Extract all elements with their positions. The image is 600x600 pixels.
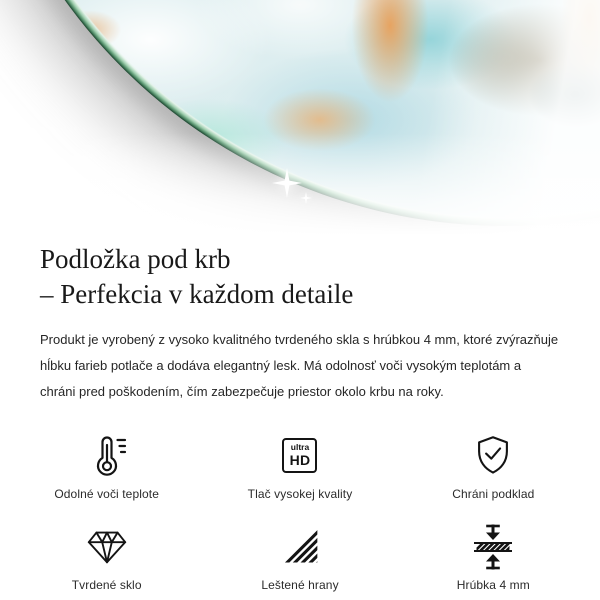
page-title [40,242,560,312]
thermometer-icon [83,430,131,480]
sparkle-icon [272,168,302,198]
page-title-line2: – Perfekcia v každom detaile [40,279,354,309]
feature-print-quality [203,430,396,501]
feature-label: Tvrdené sklo [71,578,142,592]
sparkle-small-icon [300,192,312,204]
feature-label: Odolné voči teplote [54,487,159,501]
feature-heat-resistant [10,430,203,501]
product-description: Produkt je vyrobený z vysoko kvalitného tvrdeného skla s hrúbkou 4 mm, ktoré zvýrazňuje hĺbku farieb potlače a dodáva elegantný lesk. Má odolnosť voči vysokým teplotám a chráni pred poškodením, čím zabezpečuje priestor okolo krbu na roky. [40,332,559,399]
feature-thickness [397,521,590,592]
feature-label: Hrúbka 4 mm [456,578,530,592]
hero-product-photo [0,0,600,238]
shield-check-icon [470,430,516,480]
feature-tempered-glass [10,521,203,592]
feature-polished-edges [203,521,396,592]
ultra-hd-badge-top: ultra [290,442,310,453]
page-title-line1: Podložka pod krb [40,244,231,274]
ultra-hd-icon [282,430,317,480]
diamond-icon [84,521,130,571]
feature-grid [10,430,590,592]
thickness-icon [469,521,517,571]
ultra-hd-badge [282,438,317,473]
feature-label: Chráni podklad [452,487,535,501]
feature-label: Leštené hrany [261,578,339,592]
ultra-hd-badge-bottom: HD [289,451,311,468]
polished-edges-icon [278,521,322,571]
feature-label: Tlač vysokej kvality [247,487,353,501]
feature-protects-base [397,430,590,501]
